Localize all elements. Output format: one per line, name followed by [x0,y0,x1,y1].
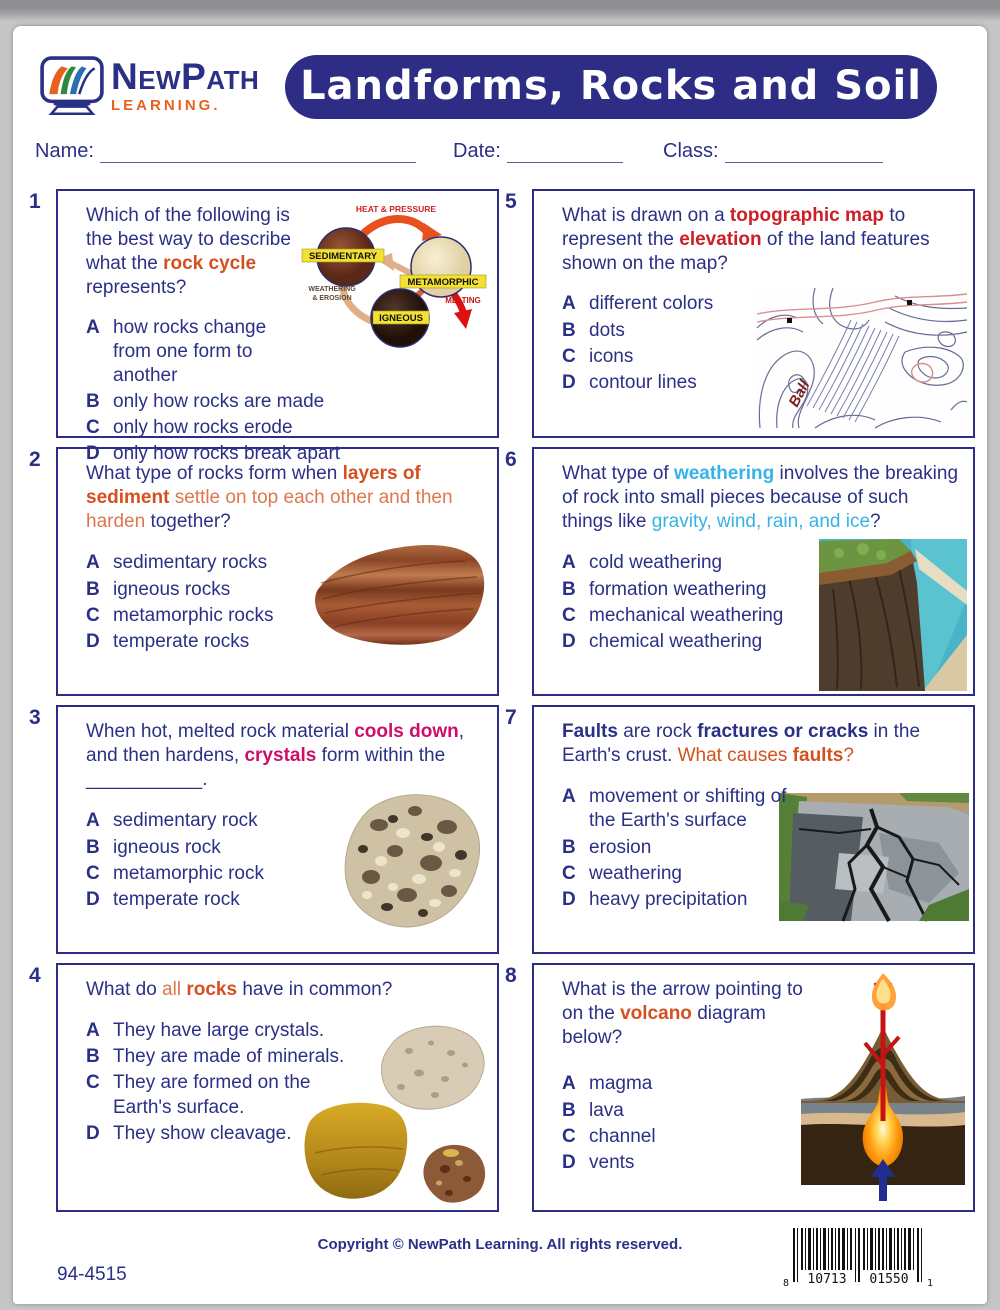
question-8-number: 8 [505,964,517,987]
choice-d [562,888,963,912]
student-info-row [13,140,987,170]
worksheet-page [13,26,987,1304]
choice-letter: B [86,836,100,858]
choice-d [86,888,487,912]
igneous-label: IGNEOUS [379,313,423,324]
barcode-digit-lead: 8 [783,1278,790,1289]
choice-c [86,1071,374,1119]
choice-letter: C [562,604,576,626]
choice-text: magma [589,1073,653,1095]
metamorphic-label: METAMORPHIC [407,277,479,288]
question-2-choices [86,551,487,654]
choice-letter: A [562,1073,576,1095]
prompt-segment: are rock [617,721,698,742]
choice-text: sedimentary rock [113,810,258,832]
choice-text: channel [589,1125,656,1147]
choice-d [562,371,792,395]
prompt-segment: diagram below? [562,1003,766,1049]
choice-letter: B [562,319,576,341]
choice-a [86,316,304,388]
prompt-segment: ? [870,511,881,533]
question-4-prompt [86,978,487,1002]
choice-text: icons [589,345,634,367]
question-4-number: 4 [29,964,41,987]
choice-b [86,390,487,414]
choice-b [86,578,487,602]
sedimentary-label: SEDIMENTARY [308,251,378,262]
choice-text: mechanical weathering [589,604,784,626]
question-7-prompt [562,720,963,768]
choice-text: They show cleavage. [113,1122,292,1144]
choice-text: metamorphic rock [113,862,264,884]
class-blank-line[interactable] [725,141,883,163]
question-2 [29,447,499,696]
choice-a [562,785,806,833]
choice-letter: D [562,371,576,393]
choice-letter: D [86,443,100,465]
choice-letter: C [86,1072,100,1094]
choice-text: cold weathering [589,552,723,574]
question-1-prompt [86,204,314,301]
newpath-logo-text [111,56,260,115]
question-3 [29,705,499,954]
choice-a [86,1019,374,1043]
choice-a [562,292,792,316]
question-2-prompt [86,462,487,534]
question-6 [505,447,975,696]
date-blank-line[interactable] [507,141,623,163]
choice-text: erosion [589,836,652,858]
choice-letter: A [562,786,576,808]
question-4-box [56,963,499,1212]
choice-text: lava [589,1099,624,1121]
question-8-choices [562,1072,782,1175]
map-place-label: Ball [785,377,814,410]
choice-text: movement or shifting of the Earth's surface [589,786,787,832]
prompt-segment: volcano [620,1003,692,1025]
choice-text: igneous rock [113,836,221,858]
question-3-box [56,705,499,954]
choice-text: contour lines [589,371,697,393]
question-3-prompt [86,720,487,792]
choice-text: how rocks change from one form to another [113,316,267,386]
question-6-choices [562,551,963,654]
date-label: Date: [453,140,501,162]
choice-letter: B [86,1046,100,1068]
choice-c [86,604,487,628]
prompt-segment: of the land features shown on the map? [562,229,930,275]
prompt-segment: ? [843,745,854,767]
prompt-segment: settle on top each other and then harden [86,487,453,533]
prompt-segment: rocks [186,979,238,1000]
choice-b [86,1045,374,1069]
question-8-prompt [562,978,814,1050]
choice-text: only how rocks erode [113,417,293,438]
question-6-number: 6 [505,448,517,471]
choice-text: weathering [589,862,682,884]
choice-letter: A [86,810,100,832]
choice-letter: A [86,1020,100,1042]
choice-text: vents [589,1151,635,1173]
choice-c [562,604,963,628]
prompt-segment: layers of sediment [86,463,421,509]
prompt-segment: What type of rocks form when [86,463,343,484]
question-grid [29,189,975,1212]
prompt-segment: What do [86,979,163,1000]
prompt-segment: What causes [677,745,793,767]
choice-letter: C [562,862,576,884]
question-3-number: 3 [29,706,41,729]
class-label: Class: [663,140,719,162]
choice-text: sedimentary rocks [113,552,268,574]
prompt-segment: crystals [244,745,317,767]
question-4 [29,963,499,1212]
choice-b [562,319,792,343]
choice-letter: B [86,578,100,600]
question-8-box [532,963,975,1212]
prompt-segment: fractures or cracks [697,721,869,742]
copyright-text: Copyright © NewPath Learning. All rights reserved. [317,1236,683,1253]
weathering-erosion-label: WEATHERING [308,286,356,293]
choice-letter: A [86,552,100,574]
prompt-segment: What is drawn on a [562,205,730,226]
prompt-segment: What type of [562,463,674,484]
question-2-number: 2 [29,448,41,471]
choice-c [562,862,963,886]
choice-text: igneous rocks [113,578,231,600]
choice-c [86,416,487,440]
choice-text: temperate rock [113,888,240,910]
choice-letter: D [86,630,100,652]
prompt-segment: rock cycle [163,253,257,275]
prompt-segment: , and then hardens, [86,721,464,767]
barcode-digits-right: 01550 [869,1272,909,1287]
prompt-segment: to represent the [562,205,906,251]
question-4-choices [86,1019,374,1146]
choice-text: temperate rocks [113,630,250,652]
choice-letter: C [86,604,100,626]
question-8 [505,963,975,1212]
choice-letter: C [86,862,100,884]
choice-c [562,345,792,369]
logo-subtitle: LEARNING. [111,97,221,115]
choice-text: They are made of minerals. [113,1046,345,1068]
question-1-number: 1 [29,190,41,213]
prompt-segment: have in common? [237,979,393,1000]
choice-letter: D [562,1151,576,1173]
question-5-prompt [562,204,963,276]
choice-b [562,836,963,860]
question-1-choices [86,316,487,467]
name-label: Name: [35,140,94,162]
choice-b [562,1099,782,1123]
choice-d [86,630,487,654]
logo-name: NewPath [111,56,260,97]
choice-a [562,1072,782,1096]
choice-text: They have large crystals. [113,1020,325,1042]
question-6-prompt [562,462,963,534]
choice-letter: A [562,293,576,315]
melting-label: MELTING [445,296,481,305]
question-5 [505,189,975,438]
question-7-number: 7 [505,706,517,729]
newpath-logo-icon [39,56,105,116]
choice-a [562,551,963,575]
choice-text: heavy precipitation [589,888,748,910]
product-code: 94-4515 [57,1264,127,1285]
choice-b [86,836,487,860]
choice-d [562,630,963,654]
choice-d [562,1151,782,1175]
choice-a [86,809,487,833]
barcode-digits-left: 10713 [807,1272,847,1287]
choice-letter: B [86,390,100,412]
choice-letter: B [562,836,576,858]
prompt-segment: involves the breaking of rock into small pieces because of such things like [562,463,959,533]
choice-letter: D [86,1122,100,1144]
choice-b [562,578,963,602]
choice-c [86,862,487,886]
barcode-digit-trail: 1 [927,1278,934,1289]
prompt-segment: gravity, wind, rain, and ice [651,511,871,533]
name-blank-line[interactable] [100,141,416,163]
question-3-choices [86,809,487,912]
choice-text: different colors [589,293,714,315]
choice-text: only how rocks break apart [113,443,341,465]
choice-letter: B [562,578,576,600]
question-6-box [532,447,975,696]
choice-text: metamorphic rocks [113,604,274,626]
choice-letter: A [562,552,576,574]
choice-letter: A [86,316,100,338]
heat-pressure-label: HEAT & PRESSURE [355,204,437,214]
prompt-segment: together? [145,511,231,533]
prompt-segment: form within the ___________. [86,745,446,791]
choice-letter: C [86,417,100,438]
choice-text: only how rocks are made [113,390,325,412]
choice-letter: C [562,1125,576,1147]
choice-text: They are formed on the Earth's surface. [113,1072,311,1118]
choice-text: dots [589,319,625,341]
question-5-choices [562,292,792,395]
question-7-box [532,705,975,954]
question-2-box [56,447,499,696]
choice-a [86,551,487,575]
question-1 [29,189,499,465]
prompt-segment: Faults [562,721,618,742]
question-7-choices [562,785,963,912]
prompt-segment: What is the arrow pointing to on the [562,979,803,1025]
question-7 [505,705,975,954]
svg-text:& EROSION: & EROSION [312,295,352,302]
volcano-diagram [801,971,965,1205]
prompt-segment: When hot, melted rock material [86,721,355,742]
worksheet-title: Landforms, Rocks and Soil [285,55,937,119]
choice-letter: D [562,888,576,910]
choice-letter: D [86,888,100,910]
question-5-box [532,189,975,438]
choice-letter: C [562,345,576,367]
prompt-segment: in the Earth's crust. [562,721,921,767]
upc-barcode [779,1226,937,1292]
prompt-segment: represents? [86,277,187,299]
prompt-segment: faults [792,745,844,767]
prompt-segment: cools down [354,721,459,742]
question-5-number: 5 [505,190,517,213]
prompt-segment: all [162,979,182,1000]
choice-text: formation weathering [589,578,767,600]
choice-d [86,1122,374,1146]
choice-letter: B [562,1099,576,1121]
prompt-segment: weathering [673,463,775,484]
prompt-segment: topographic map [729,205,885,226]
choice-c [562,1125,782,1149]
prompt-segment: elevation [679,229,762,251]
question-1-box [56,189,499,465]
choice-text: chemical weathering [589,630,763,652]
prompt-segment: Which of the following is the best way to describe what the [86,205,291,275]
choice-letter: D [562,630,576,652]
